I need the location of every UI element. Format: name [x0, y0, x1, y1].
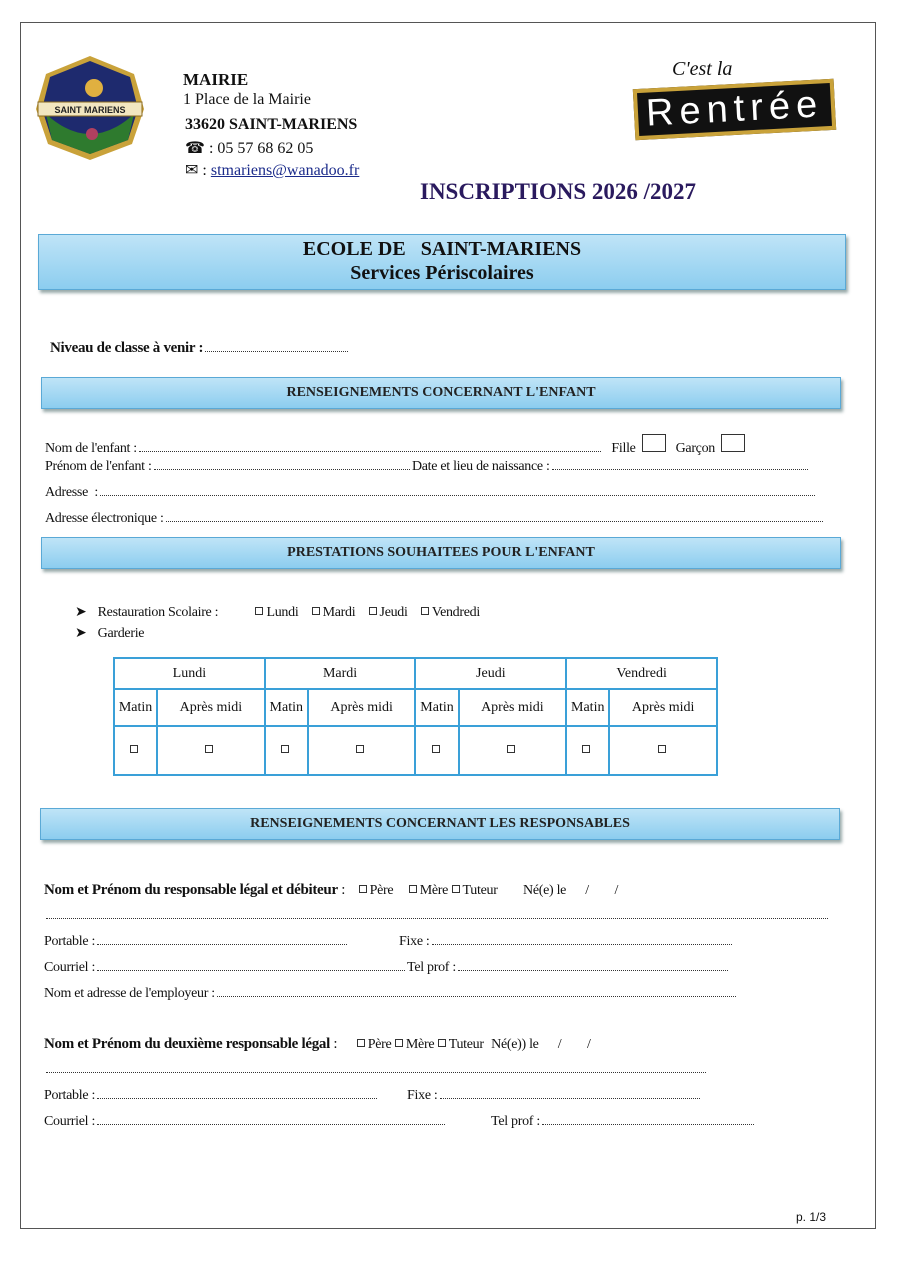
saint-mariens-crest-logo	[34, 54, 146, 162]
restauration-label: Restauration Scolaire :	[97, 605, 219, 620]
garderie-lundi-matin-checkbox[interactable]	[130, 745, 138, 753]
rentree-small-text: C'est la	[672, 58, 733, 80]
table-day-header: Vendredi	[566, 658, 717, 689]
mere-label: Mère	[419, 883, 449, 898]
matin-header: Matin	[114, 689, 157, 726]
resp2-birthdate[interactable]: Né(e)) le / /	[491, 1037, 591, 1052]
garderie-label: Garderie	[97, 626, 145, 641]
resp1-portable-label: Portable :	[44, 934, 96, 949]
form-title: INSCRIPTIONS 2026 /2027	[420, 179, 697, 204]
phone-icon: ☎	[185, 140, 205, 157]
colon: :	[341, 882, 346, 898]
org-phone: : 05 57 68 62 05	[208, 140, 314, 157]
email-label: Adresse électronique :	[45, 511, 164, 526]
apres-midi-header: Après midi	[157, 689, 265, 726]
resp1-name-field[interactable]	[46, 908, 828, 919]
resp2-tuteur-checkbox[interactable]	[438, 1039, 446, 1047]
day-label: Mardi	[322, 605, 356, 620]
day-label: Jeudi	[379, 605, 408, 620]
child-name-field[interactable]	[139, 441, 602, 452]
niveau-label: Niveau de classe à venir :	[50, 340, 204, 356]
mere-label: Mère	[405, 1037, 435, 1052]
child-section-header: RENSEIGNEMENTS CONCERNANT L'ENFANT	[41, 377, 841, 409]
page-number: p. 1/3	[796, 1210, 827, 1224]
pere-label: Père	[367, 1037, 392, 1052]
table-day-header: Lundi	[114, 658, 265, 689]
mail-icon: ✉	[185, 162, 199, 179]
colon: :	[333, 1036, 338, 1052]
resp2-portable-label: Portable :	[44, 1088, 96, 1103]
resp2-name-field[interactable]	[46, 1062, 706, 1073]
garderie-vendredi-matin-checkbox[interactable]	[582, 745, 590, 753]
tuteur-label: Tuteur	[448, 1037, 484, 1052]
org-email-link[interactable]: stmariens@wanadoo.fr	[210, 162, 360, 179]
apres-midi-header: Après midi	[459, 689, 567, 726]
garderie-lundi-apres-midi-checkbox[interactable]	[205, 745, 213, 753]
fille-checkbox[interactable]	[642, 434, 666, 452]
resp1-birthdate[interactable]: Né(e) le / /	[523, 883, 619, 898]
resp1-telprof-field[interactable]	[458, 960, 728, 971]
resp1-telprof-label: Tel prof :	[407, 960, 456, 975]
garderie-table	[113, 657, 718, 776]
restauration-lundi-checkbox[interactable]	[255, 607, 263, 615]
resp1-fixe-label: Fixe :	[399, 934, 430, 949]
resp1-courriel-field[interactable]	[97, 960, 405, 971]
services-section-header: PRESTATIONS SOUHAITEES POUR L'ENFANT	[41, 537, 841, 569]
day-label: Lundi	[266, 605, 299, 620]
resp1-portable-field[interactable]	[97, 934, 347, 945]
resp2-portable-field[interactable]	[97, 1088, 377, 1099]
restauration-jeudi-checkbox[interactable]	[369, 607, 377, 615]
garderie-jeudi-apres-midi-checkbox[interactable]	[507, 745, 515, 753]
fille-label: Fille	[611, 441, 636, 456]
table-day-header: Jeudi	[415, 658, 566, 689]
rentree-big-text: Rentrée	[633, 79, 837, 140]
email-field[interactable]	[166, 511, 823, 522]
resp2-telprof-label: Tel prof :	[491, 1114, 540, 1129]
resp2-mere-checkbox[interactable]	[395, 1039, 403, 1047]
resp2-fixe-label: Fixe :	[407, 1088, 438, 1103]
address-label: Adresse :	[45, 485, 98, 500]
resp2-telprof-field[interactable]	[542, 1114, 754, 1125]
child-firstname-label: Prénom de l'enfant :	[45, 459, 152, 474]
restauration-mardi-checkbox[interactable]	[312, 607, 320, 615]
resp1-fixe-field[interactable]	[432, 934, 732, 945]
resp1-tuteur-checkbox[interactable]	[452, 885, 460, 893]
resp1-mere-checkbox[interactable]	[409, 885, 417, 893]
apres-midi-header: Après midi	[609, 689, 717, 726]
matin-header: Matin	[415, 689, 458, 726]
org-address: 1 Place de la Mairie	[183, 91, 311, 108]
school-banner	[38, 234, 846, 290]
resp1-label: Nom et Prénom du responsable légal et débiteur	[44, 882, 338, 898]
school-name: ECOLE DE SAINT-MARIENS	[302, 238, 582, 260]
garcon-label: Garçon	[675, 441, 715, 456]
garderie-mardi-matin-checkbox[interactable]	[281, 745, 289, 753]
resp1-pere-checkbox[interactable]	[359, 885, 367, 893]
table-day-header: Mardi	[265, 658, 416, 689]
resp2-courriel-label: Courriel :	[44, 1114, 96, 1129]
tuteur-label: Tuteur	[462, 883, 498, 898]
arrow-bullet-icon: ➤	[75, 626, 87, 641]
school-subtitle: Services Périscolaires	[350, 262, 534, 284]
restauration-vendredi-checkbox[interactable]	[421, 607, 429, 615]
resp2-pere-checkbox[interactable]	[357, 1039, 365, 1047]
email-prefix: :	[202, 162, 207, 179]
child-firstname-field[interactable]	[154, 459, 410, 470]
address-field[interactable]	[100, 485, 815, 496]
pere-label: Père	[369, 883, 394, 898]
child-name-label: Nom de l'enfant :	[45, 441, 137, 456]
arrow-bullet-icon: ➤	[75, 605, 87, 620]
rentree-logo	[630, 58, 845, 148]
day-label: Vendredi	[431, 605, 480, 620]
apres-midi-header: Après midi	[308, 689, 416, 726]
resp1-courriel-label: Courriel :	[44, 960, 96, 975]
birth-label: Date et lieu de naissance :	[411, 459, 550, 474]
resp1-employeur-label: Nom et adresse de l'employeur :	[44, 986, 215, 1001]
matin-header: Matin	[265, 689, 308, 726]
garderie-vendredi-apres-midi-checkbox[interactable]	[658, 745, 666, 753]
org-name: MAIRIE	[183, 70, 249, 89]
resp2-label: Nom et Prénom du deuxième responsable légal	[44, 1036, 330, 1052]
birth-field[interactable]	[552, 459, 808, 470]
garderie-jeudi-matin-checkbox[interactable]	[432, 745, 440, 753]
resp1-employeur-field[interactable]	[217, 986, 736, 997]
garcon-checkbox[interactable]	[721, 434, 745, 452]
resp2-fixe-field[interactable]	[440, 1088, 700, 1099]
matin-header: Matin	[566, 689, 609, 726]
garderie-mardi-apres-midi-checkbox[interactable]	[356, 745, 364, 753]
parents-section-header: RENSEIGNEMENTS CONCERNANT LES RESPONSABLES	[40, 808, 840, 840]
org-city: 33620 SAINT-MARIENS	[185, 116, 358, 133]
niveau-field[interactable]	[205, 341, 348, 352]
crest-text: SAINT MARIENS	[54, 105, 126, 115]
resp2-courriel-field[interactable]	[97, 1114, 445, 1125]
